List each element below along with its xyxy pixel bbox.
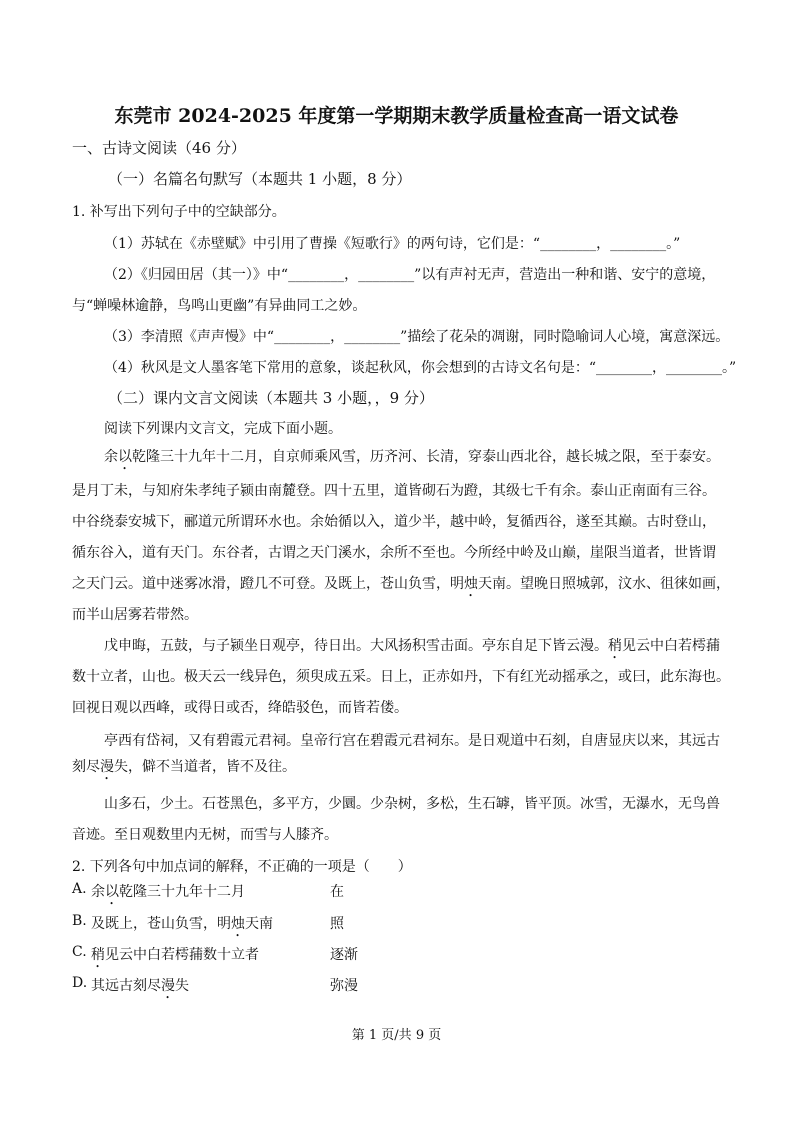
passage-line: 而半山居雾若带然。 (72, 607, 198, 623)
question-1-item-2-cont: 与“蝉噪林逾静，鸟鸣山更幽”有异曲同工之妙。 (72, 298, 367, 314)
passage-line: 循东谷入，道有天门。东谷者，古谓之天门溪水，余所不至也。今所经中岭及山巅，崖限当道者，世皆谓 (72, 545, 716, 561)
passage-line: 音迹。至日观数里内无树，而雪与人膝齐。 (72, 827, 338, 843)
passage-line: 亭西有岱祠，又有碧霞元君祠。皇帝行宫在碧霞元君祠东。是日观道中石刻，自唐显庆以来，其远古 (104, 733, 720, 749)
part-heading-2: （二）课内文言文阅读（本题共 3 小题，，9 分） (108, 389, 434, 407)
emphasis-char: 漫 (100, 759, 114, 775)
section-heading: 一、古诗文阅读（46 分） (72, 139, 246, 157)
emphasis-char: 烛 (231, 916, 245, 932)
emphasis-char: 稍 (608, 638, 622, 654)
question-1-stem: 1. 补写出下列句子中的空缺部分。 (72, 204, 286, 220)
passage-line: 数十立者，山也。极天云一线异色，须臾成五采。日上，正赤如丹，下有红光动摇承之，或曰，此东海也。 (72, 669, 730, 685)
option-meaning: 照 (330, 916, 344, 932)
passage-line: 是月丁未，与知府朱孝纯子颍由南麓登。四十五里，道皆砌石为蹬，其级七千有余。泰山正南面有三谷。 (72, 483, 716, 499)
question-1-item-3: （3）李清照《声声慢》中“________，________”描绘了花朵的凋谢，同时隐喻词人心境，寓意深远。 (104, 329, 730, 345)
option-c[interactable] (0, 944, 793, 966)
question-1-item-1: （1）苏轼在《赤壁赋》中引用了曹操《短歌行》的两句诗，它们是：“________，________。” (104, 236, 681, 252)
option-meaning: 弥漫 (330, 978, 358, 994)
part-heading-1: （一）名篇名句默写（本题共 1 小题，8 分） (108, 170, 412, 188)
emphasis-char: 以 (105, 884, 119, 900)
option-a[interactable] (0, 881, 793, 903)
passage-intro: 阅读下列课内文言文，完成下面小题。 (104, 421, 342, 437)
option-d[interactable] (0, 975, 793, 997)
question-1-item-2: （2）《归园田居（其一）》中“________，________”以有声衬无声，营造出一种和谐、安宁的意境， (104, 267, 716, 283)
emphasis-char: 烛 (464, 576, 478, 592)
option-text: 其远古刻尽漫失 (91, 978, 189, 994)
passage-line: 回视日观以西峰，或得日或否，绛皓驳色，而皆若偻。 (72, 700, 408, 716)
emphasis-char: 漫 (161, 978, 175, 994)
option-letter: B. (72, 913, 87, 929)
option-b[interactable] (0, 913, 793, 935)
option-meaning: 逐渐 (330, 947, 358, 963)
option-text: 稍见云中白若樗蒱数十立者 (91, 947, 259, 963)
passage-line: 之天门云。道中迷雾冰滑，蹬几不可登。及既上，苍山负雪，明烛天南。望晚日照城郭，汶水、徂徕如画， (72, 576, 730, 592)
exam-title: 东莞市 2024-2025 年度第一学期期末教学质量检查高一语文试卷 (114, 105, 679, 127)
option-letter: C. (72, 944, 87, 960)
option-letter: A. (72, 881, 87, 897)
emphasis-char: 以 (118, 449, 132, 465)
question-1-item-4: （4）秋风是文人墨客笔下常用的意象，谈起秋风，你会想到的古诗文名句是：“________，________。” (104, 360, 737, 376)
emphasis-char: 稍 (91, 947, 105, 963)
passage-line: 戊申晦，五鼓，与子颍坐日观亭，待日出。大风扬积雪击面。亭东自足下皆云漫。稍见云中白若樗蒱 (104, 638, 720, 654)
option-letter: D. (72, 975, 88, 991)
option-text: 及既上，苍山负雪，明烛天南 (91, 916, 273, 932)
question-2-stem: 2. 下列各句中加点词的解释，不正确的一项是（ ） (72, 859, 412, 875)
passage-line: 中谷绕泰安城下，郦道元所谓环水也。余始循以入，道少半，越中岭，复循西谷，遂至其巅。古时登山， (72, 514, 716, 530)
passage-line: 山多石，少土。石苍黑色，多平方，少圜。少杂树，多松，生石罅，皆平顶。冰雪，无瀑水，无鸟兽 (104, 796, 720, 812)
passage-line: 余以乾隆三十九年十二月，自京师乘风雪，历齐河、长清，穿泰山西北谷，越长城之限，至于泰安。 (104, 449, 720, 465)
page-footer: 第 1 页/共 9 页 (351, 1028, 442, 1043)
passage-line: 刻尽漫失，僻不当道者，皆不及往。 (72, 759, 296, 775)
option-text: 余以乾隆三十九年十二月 (91, 884, 245, 900)
option-meaning: 在 (330, 884, 344, 900)
